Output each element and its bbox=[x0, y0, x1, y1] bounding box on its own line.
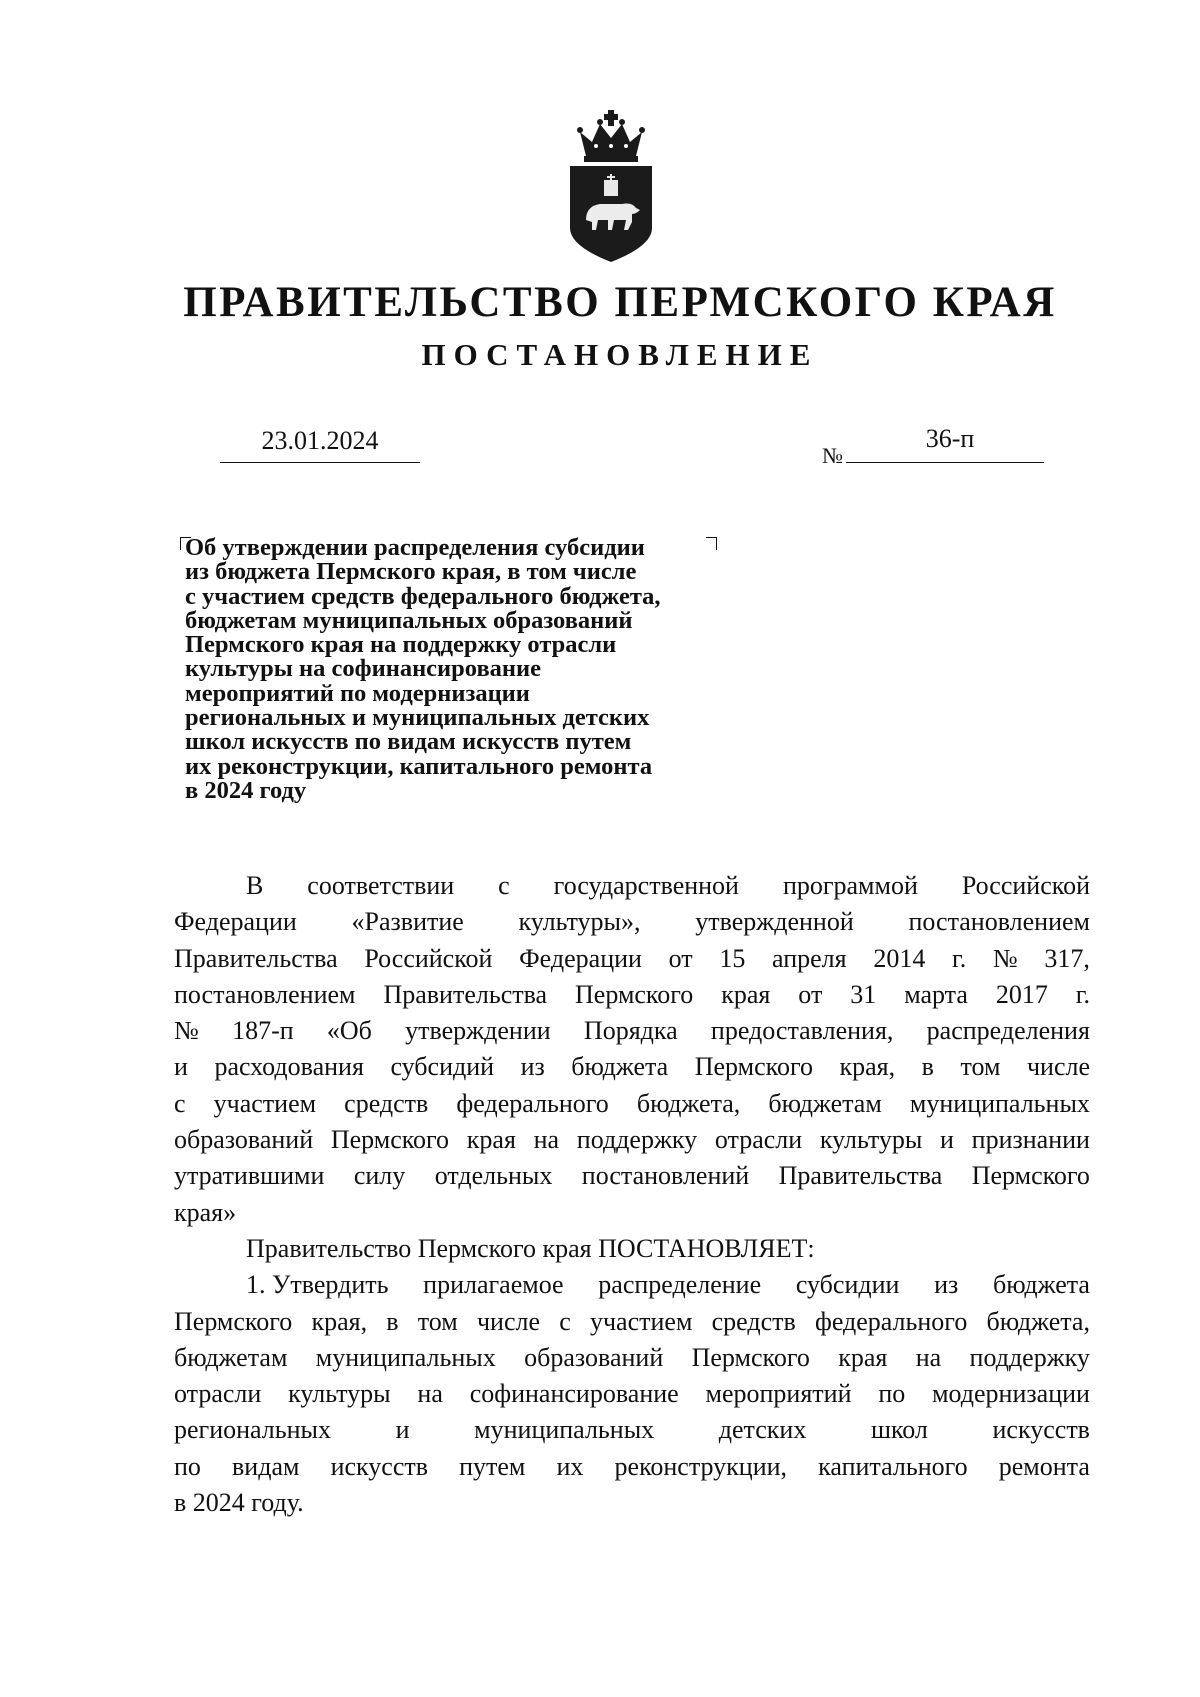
body-word: ремонта bbox=[998, 1451, 1090, 1481]
body-word: № bbox=[992, 943, 1018, 973]
body-line bbox=[174, 1049, 1090, 1085]
subject-line: культуры на софинансирование bbox=[185, 655, 542, 683]
document-date: 23.01.2024 bbox=[261, 426, 379, 455]
body-word: программой bbox=[782, 871, 918, 900]
body-word: Правительства bbox=[383, 979, 548, 1009]
body-word: том bbox=[960, 1052, 1001, 1082]
body-word: путем bbox=[459, 1451, 526, 1481]
body-word: Правительства bbox=[778, 1161, 943, 1191]
body-word: утверждении bbox=[405, 1016, 551, 1046]
body-word: признании bbox=[971, 1125, 1090, 1155]
body-word: 187-п bbox=[232, 1016, 294, 1046]
body-word: 2017 bbox=[995, 979, 1048, 1009]
body-word: Пермского bbox=[971, 1161, 1090, 1191]
document-number: 36-п bbox=[925, 424, 975, 453]
body-word: субсидий bbox=[390, 1052, 495, 1082]
body-word: Пермского bbox=[691, 1342, 810, 1372]
body-line bbox=[174, 1267, 1090, 1303]
body-word: на bbox=[533, 1125, 560, 1155]
body-word: детских bbox=[718, 1415, 807, 1445]
body-word: по bbox=[878, 1379, 906, 1409]
body-word: реконструкции, bbox=[614, 1451, 788, 1481]
body-word: края bbox=[466, 1125, 516, 1155]
body-word: Пермского bbox=[694, 1052, 813, 1082]
body-word: муниципальных bbox=[474, 1415, 655, 1445]
body-word: 317, bbox=[1044, 943, 1090, 973]
body-line bbox=[174, 868, 1090, 904]
body-word: силу bbox=[353, 1161, 406, 1191]
body-word: образований bbox=[174, 1125, 314, 1155]
body-word: постановлением bbox=[908, 907, 1090, 937]
body-word: от bbox=[798, 979, 823, 1009]
body-word: в bbox=[921, 1052, 934, 1082]
body-word: муниципальных bbox=[909, 1088, 1090, 1118]
body-word: «Об bbox=[326, 1016, 372, 1046]
body-word: софинансирование bbox=[469, 1379, 679, 1409]
body-word: г. bbox=[952, 943, 967, 973]
body-word: распределения bbox=[926, 1016, 1090, 1046]
body-line bbox=[174, 1086, 1090, 1122]
body-word: № bbox=[174, 1016, 199, 1046]
body-word: на bbox=[915, 1342, 942, 1372]
body-word: В bbox=[246, 871, 264, 900]
body-line: Правительство Пермского края ПОСТАНОВЛЯЕТ: bbox=[246, 1233, 815, 1263]
body-word: муниципальных bbox=[315, 1342, 496, 1372]
body-word: школ bbox=[870, 1415, 928, 1445]
body-word: отрасли bbox=[714, 1125, 803, 1155]
body-word: утратившими bbox=[174, 1161, 325, 1191]
body-word: г. bbox=[1075, 979, 1090, 1009]
body-line: края» bbox=[174, 1197, 237, 1227]
subject-line: Пермского края на поддержку отрасли bbox=[185, 631, 617, 659]
body-word: соответствии bbox=[307, 871, 455, 900]
body-word: региональных bbox=[174, 1415, 332, 1445]
body-word: по bbox=[174, 1451, 201, 1481]
body-word: постановлений bbox=[581, 1161, 750, 1191]
subject-line: в 2024 году bbox=[185, 776, 307, 804]
body-word: и bbox=[940, 1125, 954, 1155]
number-label: № bbox=[822, 443, 843, 468]
body-line bbox=[174, 1122, 1090, 1158]
body-line: в 2024 году. bbox=[174, 1488, 304, 1518]
body-word: модернизации bbox=[932, 1379, 1090, 1409]
body-line bbox=[174, 1304, 1090, 1340]
body-line bbox=[174, 941, 1090, 977]
body-word: их bbox=[556, 1451, 584, 1481]
body-word: Федерации bbox=[174, 907, 297, 937]
body-word: 2014 bbox=[873, 943, 926, 973]
body-word: бюджета, bbox=[636, 1088, 741, 1118]
number-underline bbox=[846, 462, 1044, 463]
body-word: с bbox=[559, 1306, 571, 1336]
body-word: 15 bbox=[719, 943, 746, 973]
document-body bbox=[174, 868, 1090, 1521]
body-line bbox=[174, 1376, 1090, 1412]
date-underline bbox=[220, 462, 420, 463]
subject-line: школ искусств по видам искусств путем bbox=[185, 728, 632, 756]
body-word: участием bbox=[213, 1088, 317, 1118]
body-line bbox=[174, 1158, 1090, 1194]
body-word: Пермского bbox=[575, 979, 694, 1009]
body-word: предоставления, bbox=[710, 1016, 894, 1046]
body-word: 31 bbox=[850, 979, 877, 1009]
body-word: государственной bbox=[553, 871, 739, 900]
body-word: образований bbox=[524, 1342, 664, 1372]
body-word: числе bbox=[476, 1306, 541, 1336]
body-word: бюджетам bbox=[768, 1088, 882, 1118]
subject-line: бюджетам муниципальных образований bbox=[185, 606, 633, 634]
body-word: распределение bbox=[598, 1270, 762, 1300]
body-word: отдельных bbox=[434, 1161, 553, 1191]
body-word: видам bbox=[232, 1451, 300, 1481]
body-word: поддержку bbox=[969, 1342, 1090, 1372]
body-word: края, bbox=[839, 1052, 896, 1082]
body-word: в bbox=[386, 1306, 399, 1336]
body-word: участием bbox=[589, 1306, 693, 1336]
body-word: средств bbox=[711, 1306, 796, 1336]
body-word: поддержку bbox=[576, 1125, 698, 1155]
subject-line: их реконструкции, капитального ремонта bbox=[185, 752, 653, 780]
body-word: бюджета bbox=[571, 1052, 669, 1082]
subject-line: Об утверждении распределения субсидии bbox=[185, 534, 645, 561]
body-word: на bbox=[417, 1379, 443, 1409]
body-word: и bbox=[395, 1415, 410, 1445]
body-word: Правительства bbox=[174, 943, 338, 973]
body-line bbox=[174, 1412, 1090, 1448]
body-line bbox=[174, 1340, 1090, 1376]
body-word: Российской bbox=[961, 871, 1090, 900]
body-word: края, bbox=[311, 1306, 368, 1336]
body-word: Порядка bbox=[583, 1016, 678, 1046]
subject-line: из бюджета Пермского края, в том числе bbox=[185, 558, 637, 586]
body-word: капитального bbox=[818, 1451, 968, 1481]
body-word: Российской bbox=[364, 943, 493, 973]
body-word: числе bbox=[1026, 1052, 1090, 1082]
perm-krai-coat-of-arms-icon bbox=[566, 110, 656, 262]
subject-line: мероприятий по модернизации bbox=[185, 679, 530, 707]
body-word: федерального bbox=[456, 1088, 609, 1118]
body-word: 1. Утвердить bbox=[246, 1270, 389, 1300]
body-word: культуры», bbox=[518, 907, 641, 937]
body-word: из bbox=[934, 1270, 959, 1300]
body-word: расходования bbox=[214, 1052, 364, 1082]
body-word: средств bbox=[344, 1088, 429, 1118]
body-word: Пермского bbox=[174, 1306, 293, 1336]
subject-line: региональных и муниципальных детских bbox=[185, 704, 650, 732]
document-subject bbox=[185, 536, 745, 803]
body-word: прилагаемое bbox=[423, 1270, 564, 1300]
body-word: «Развитие bbox=[351, 907, 464, 937]
body-line bbox=[174, 1013, 1090, 1049]
body-word: Пермского bbox=[330, 1125, 450, 1155]
body-line bbox=[174, 977, 1090, 1013]
body-word: мероприятий bbox=[705, 1379, 852, 1409]
body-word: постановлением bbox=[174, 979, 356, 1009]
body-word: с bbox=[498, 871, 510, 900]
body-line bbox=[174, 904, 1090, 940]
government-title: ПРАВИТЕЛЬСТВО ПЕРМСКОГО КРАЯ bbox=[183, 279, 1057, 326]
body-word: и bbox=[174, 1052, 188, 1082]
body-word: искусств bbox=[330, 1451, 428, 1481]
body-word: искусств bbox=[992, 1415, 1090, 1445]
body-word: Федерации bbox=[519, 943, 642, 973]
document-type-title: ПОСТАНОВЛЕНИЕ bbox=[421, 337, 819, 372]
body-word: культуры bbox=[819, 1125, 923, 1155]
body-word: марта bbox=[904, 979, 968, 1009]
body-word: бюджета, bbox=[986, 1306, 1090, 1336]
body-word: федерального bbox=[814, 1306, 968, 1336]
body-word: с bbox=[174, 1088, 186, 1118]
body-word: отрасли bbox=[174, 1379, 262, 1409]
body-word: из bbox=[520, 1052, 545, 1082]
body-word: края bbox=[838, 1342, 888, 1372]
body-word: бюджета bbox=[993, 1270, 1090, 1300]
body-word: апреля bbox=[772, 943, 847, 973]
body-word: том bbox=[417, 1306, 458, 1336]
body-word: культуры bbox=[288, 1379, 391, 1409]
body-word: субсидии bbox=[795, 1270, 900, 1300]
body-word: бюджетам bbox=[174, 1342, 288, 1372]
body-word: утвержденной bbox=[695, 907, 854, 937]
body-word: от bbox=[668, 943, 693, 973]
body-line bbox=[174, 1449, 1090, 1485]
body-word: края bbox=[721, 979, 771, 1009]
subject-line: с участием средств федерального бюджета, bbox=[185, 582, 661, 610]
